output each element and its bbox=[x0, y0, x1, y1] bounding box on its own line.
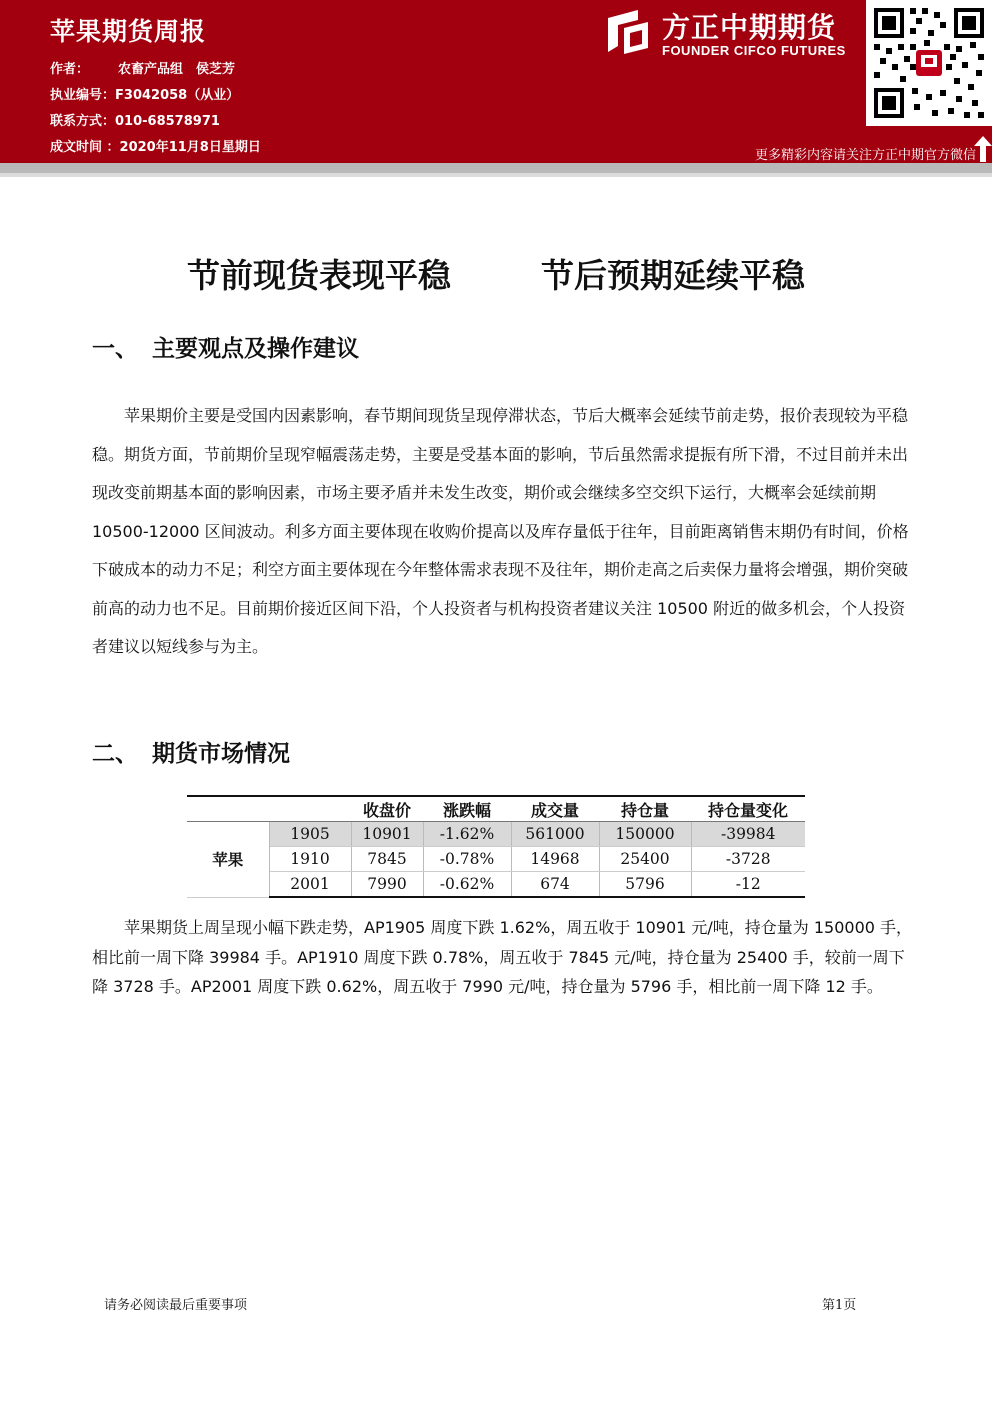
table-row bbox=[187, 847, 805, 872]
header-banner bbox=[0, 0, 992, 163]
volume-cell: 674 bbox=[511, 872, 599, 898]
futures-market-table bbox=[187, 795, 805, 898]
table-header-open-interest: 持仓量 bbox=[599, 796, 691, 822]
page-title bbox=[0, 250, 992, 297]
section1-title: 主要观点及操作建议 bbox=[152, 335, 359, 362]
table-header-oi-change: 持仓量变化 bbox=[691, 796, 805, 822]
open-interest-cell: 25400 bbox=[599, 847, 691, 872]
contract-cell: 2001 bbox=[269, 872, 351, 898]
date-value: 2020年11月8日星期日 bbox=[119, 140, 261, 155]
table-row bbox=[187, 822, 805, 847]
follow-wechat-text: 更多精彩内容请关注方正中期官方微信 bbox=[754, 148, 976, 163]
section2-title: 期货市场情况 bbox=[152, 740, 290, 767]
section2-paragraph: 苹果期货上周呈现小幅下跌走势，AP1905 周度下跌 1.62%，周五收于 10901 元/吨，持仓量为 150000 手，相比前一周下降 39984 手。AP1910 周度下跌 0.78%，周五收于 7845 元/吨，持仓量为 25400 手，较前一周下降 3728 手。AP2001 周度下跌 0.62%，周五收于 7990 元/吨，持仓量为 5796 手，相比前一周下降 12 手。 bbox=[92, 918, 913, 996]
qr-code bbox=[866, 0, 992, 126]
section1-paragraph: 苹果期价主要是受国内因素影响，春节期间现货呈现停滞状态，节后大概率会延续节前走势，报价表现较为平稳稳。期货方面，节前期价呈现窄幅震荡走势，主要是受基本面的影响，节后虽然需求提振有所下滑，不过目前并未出现改变前期基本面的影响因素，市场主要矛盾并未发生改变，期价或会继续多空交织下运行，大概率会延续前期 10500-12000 区间波动。利多方面主要体现在收购价提高以及库存量低于往年，目前距离销售末期仍有时间，价格下破成本的动力不足；利空方面主要体现在今年整体需求表现不及往年，期价走高之后卖保力量将会增强，期价突破前高的动力也不足。目前期价接近区间下沿，个人投资者与机构投资者建议关注 10500 附近的做多机会，个人投资者建议以短线参与为主。 bbox=[92, 406, 909, 656]
founder-logo-icon bbox=[604, 8, 652, 56]
table-header-volume: 成交量 bbox=[511, 796, 599, 822]
license-line bbox=[50, 84, 239, 103]
volume-cell: 561000 bbox=[511, 822, 599, 847]
open-interest-cell: 5796 bbox=[599, 872, 691, 898]
contract-cell: 1905 bbox=[269, 822, 351, 847]
close-price-cell: 10901 bbox=[351, 822, 423, 847]
title-left: 节前现货表现平稳 bbox=[187, 256, 451, 295]
author-label: 作者： bbox=[50, 62, 90, 77]
header-divider-light bbox=[0, 173, 992, 177]
report-title: 苹果期货周报 bbox=[50, 17, 207, 46]
license-value: F3042058（从业） bbox=[115, 88, 240, 103]
license-label: 执业编号： bbox=[50, 88, 116, 103]
section1-heading bbox=[92, 330, 359, 363]
table-header-close: 收盘价 bbox=[351, 796, 423, 822]
table-row bbox=[187, 872, 805, 898]
author-value: 农畜产品组 侯芝芳 bbox=[118, 62, 236, 77]
contact-value: 010-68578971 bbox=[115, 114, 220, 129]
change-pct-cell: -0.62% bbox=[423, 872, 511, 898]
author-line bbox=[50, 58, 235, 77]
open-interest-cell: 150000 bbox=[599, 822, 691, 847]
product-name-cell: 苹果 bbox=[187, 822, 269, 898]
oi-change-cell: -12 bbox=[691, 872, 805, 898]
section1-number: 一、 bbox=[92, 335, 138, 362]
contact-line bbox=[50, 110, 220, 129]
arrow-up-icon bbox=[974, 136, 992, 162]
close-price-cell: 7845 bbox=[351, 847, 423, 872]
date-label: 成文时间 ： bbox=[50, 140, 120, 155]
qr-code-icon bbox=[866, 0, 992, 126]
logo-chinese-name: 方正中期期货 bbox=[662, 11, 837, 44]
oi-change-cell: -39984 bbox=[691, 822, 805, 847]
oi-change-cell: -3728 bbox=[691, 847, 805, 872]
section2-heading bbox=[92, 735, 290, 768]
contract-cell: 1910 bbox=[269, 847, 351, 872]
change-pct-cell: -1.62% bbox=[423, 822, 511, 847]
table-header-cell bbox=[187, 796, 269, 822]
company-logo bbox=[604, 6, 864, 62]
page-number: 第1页 bbox=[822, 1298, 857, 1313]
table-header-change: 涨跌幅 bbox=[423, 796, 511, 822]
date-line bbox=[50, 136, 261, 155]
change-pct-cell: -0.78% bbox=[423, 847, 511, 872]
table-header-cell bbox=[269, 796, 351, 822]
title-right: 节后预期延续平稳 bbox=[541, 256, 805, 295]
section2-number: 二、 bbox=[92, 740, 138, 767]
volume-cell: 14968 bbox=[511, 847, 599, 872]
header-divider bbox=[0, 163, 992, 173]
table-header-row bbox=[187, 796, 805, 822]
close-price-cell: 7990 bbox=[351, 872, 423, 898]
logo-english-name: FOUNDER CIFCO FUTURES bbox=[662, 43, 846, 58]
contact-label: 联系方式： bbox=[50, 114, 116, 129]
footer-disclaimer: 请务必阅读最后重要事项 bbox=[104, 1298, 248, 1313]
